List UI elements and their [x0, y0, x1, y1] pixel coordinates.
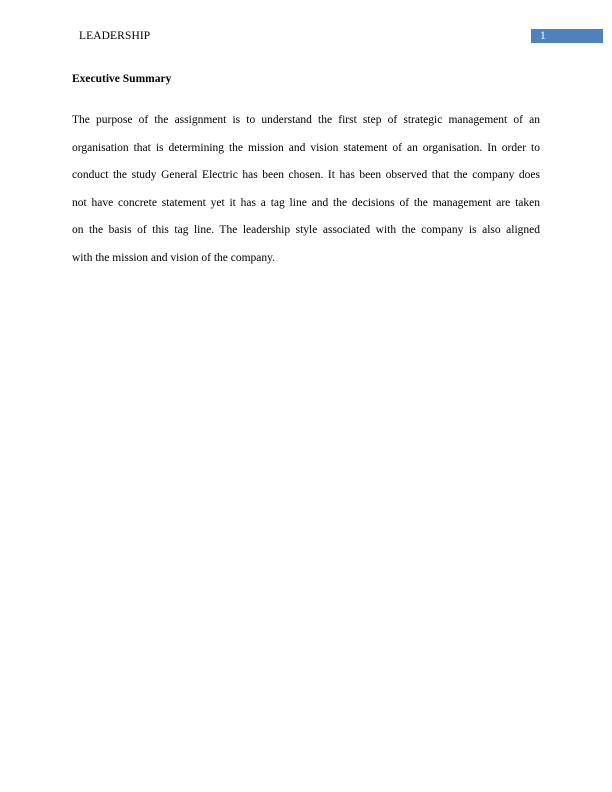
paragraph-line: not have concrete statement yet it has a tag line and the decisions of the management are taken — [72, 196, 540, 209]
paragraph-line: on the basis of this tag line. The leadership style associated with the company is also aligned — [72, 224, 540, 236]
paragraph-line: organisation that is determining the mission and vision statement of an organisation. In order to — [72, 141, 540, 154]
page-number: 1 — [540, 30, 546, 42]
section-heading-executive-summary: Executive Summary — [72, 73, 172, 85]
paragraph-line: with the mission and vision of the company. — [72, 251, 276, 264]
running-header-title: LEADERSHIP — [79, 30, 151, 42]
page-number-bar — [531, 29, 603, 43]
executive-summary-paragraph — [72, 107, 540, 272]
paragraph-line: The purpose of the assignment is to understand the first step of strategic management of an — [72, 114, 540, 126]
paragraph-line: conduct the study General Electric has been chosen. It has been observed that the company does — [72, 169, 540, 181]
